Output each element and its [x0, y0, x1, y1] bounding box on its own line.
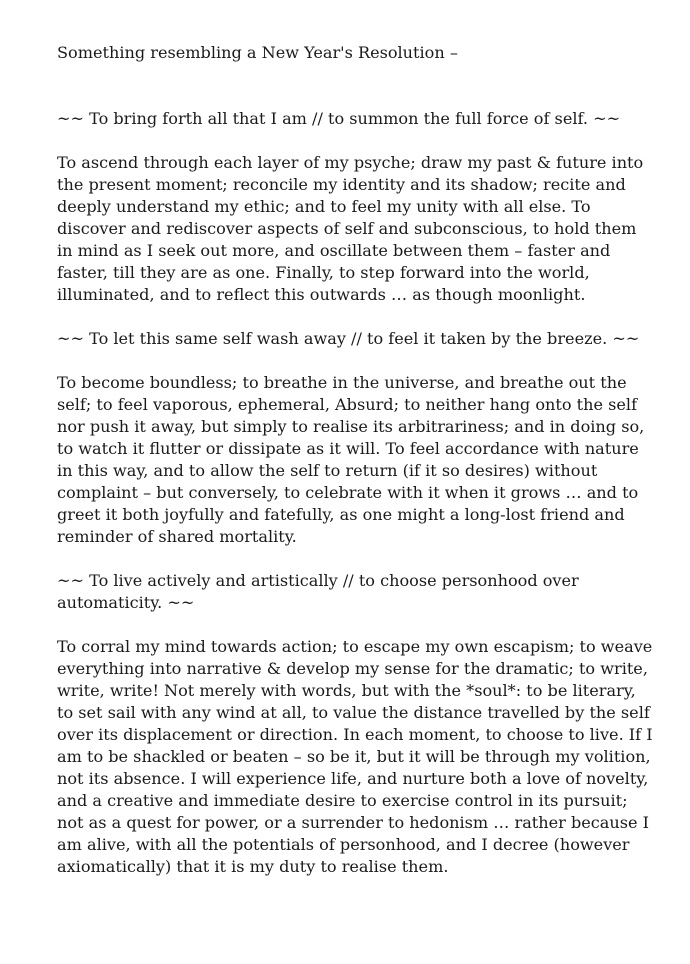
- section-heading-3: ~~ To live actively and artistically // to choose personhood over automaticity. ~~: [57, 571, 579, 612]
- section-heading-1: ~~ To bring forth all that I am // to summon the full force of self. ~~: [57, 109, 621, 128]
- section-body-3: To corral my mind towards action; to escape my own escapism; to weave everything into narrative & develop my sense for the dramatic; to write, write, write! Not merely with words, but with the *soul*: to be literary, to set sail with any wind at all, to value the distance travelled by the self over its displacement or direction. In each moment, to choose to live. If I am to be shackled or beaten – so be it, but it will be through my volition, not its absence. I will experience life, and nurture both a love of novelty, and a creative and immediate desire to exercise control in its pursuit; not as a quest for power, or a surrender to hedonism … rather because I am alive, with all the potentials of personhood, and I decree (however axiomatically) that it is my duty to realise them.: [57, 637, 653, 876]
- section-heading-2: ~~ To let this same self wash away // to feel it taken by the breeze. ~~: [57, 329, 640, 348]
- section-body-2: To become boundless; to breathe in the universe, and breathe out the self; to feel vaporous, ephemeral, Absurd; to neither hang onto the self nor push it away, but simply to realise its arbitrariness; and in doing so, to watch it flutter or dissipate as it will. To feel accordance with nature in this way, and to allow the self to return (if it so desires) without complaint – but conversely, to celebrate with it when it grows … and to greet it both joyfully and fatefully, as one might a long-lost friend and reminder of shared mortality.: [57, 373, 645, 546]
- section-body-1: To ascend through each layer of my psyche; draw my past & future into the present moment; reconcile my identity and its shadow; recite and deeply understand my ethic; and to feel my unity with all else. To discover and rediscover aspects of self and subconscious, to hold them in mind as I seek out more, and oscillate between them – faster and faster, till they are as one. Finally, to step forward into the world, illuminated, and to reflect this outwards … as though moonlight.: [57, 153, 644, 304]
- document-title: Something resembling a New Year's Resolution –: [57, 43, 458, 62]
- document-page: [57, 42, 657, 878]
